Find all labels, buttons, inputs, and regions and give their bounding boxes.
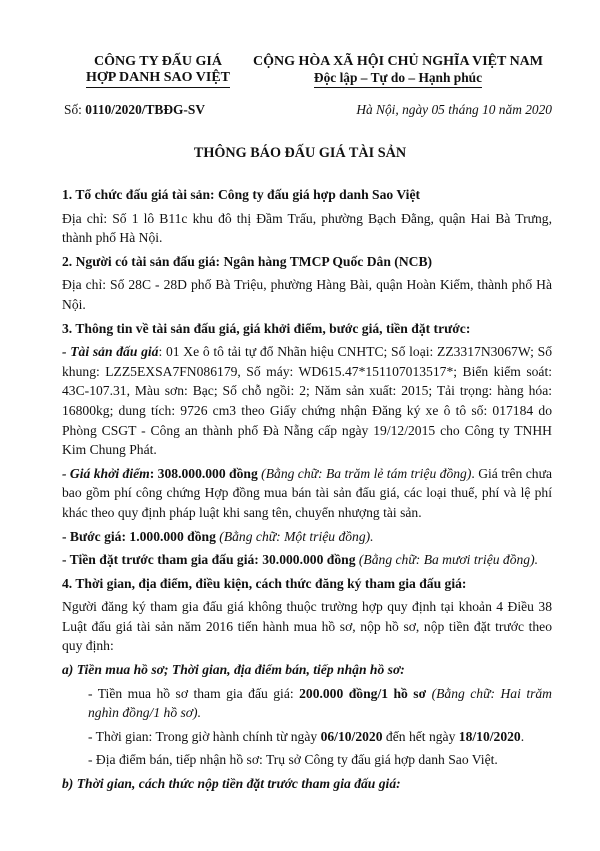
section-1-address: Địa chỉ: Số 1 lô B11c khu đô thị Đầm Trấu, phường Bạch Đằng, quận Hai Bà Trưng, thành phố Hà Nội. [62,210,552,246]
section-2-heading: 2. Người có tài sản đấu giá: Ngân hàng TMCP Quốc Dân (NCB) [62,253,433,269]
time-end: . [520,728,525,744]
date-line: Hà Nội, ngày 05 tháng 10 năm 2020 [356,102,552,117]
section-4-heading: 4. Thời gian, địa điểm, điều kiện, cách thức đăng ký tham gia đấu giá: [62,575,467,591]
bid-step [62,527,552,547]
deposit-words: (Bằng chữ: Ba mươi triệu đồng). [355,552,539,568]
bid-step-label: - Bước giá: 1.000.000 đồng [62,528,216,544]
starting-price-label: - Giá khởi điểm [62,465,150,481]
time-to: 18/10/2020 [458,728,521,744]
asset-description [62,342,552,460]
time-line [62,727,552,747]
asset-label: - Tài sản đấu giá [62,344,159,360]
starting-price [62,464,552,523]
section-3-heading: 3. Thông tin về tài sản đấu giá, giá khởi điểm, bước giá, tiền đặt trước: [62,320,471,336]
national-motto: Độc lập – Tự do – Hạnh phúc [314,70,482,88]
time-from: 06/10/2020 [320,728,383,744]
national-header [248,54,548,88]
subsection-b-heading: b) Thời gian, cách thức nộp tiền đặt trước tham gia đấu giá: [62,776,401,792]
starting-price-words: (Bằng chữ: Ba trăm lẻ tám triệu đồng) [257,465,472,481]
asset-text: : 01 Xe ô tô tải tự đổ Nhãn hiệu CNHTC; Số loại: ZZ3317N3067W; Số khung: LZZ5EXSA7FN086179, Số máy: WD615.47*151107013517*; Biển kiểm soát: 43C-107.31, Màu sơn: Bạc; Số chỗ ngồi: 2; Năm sản xuất: 2015; Tải trọng: hàng hóa: 16800kg; dung tích: 9726 cm3 theo Giấy chứng nhận Đăng ký xe ô tô số: 017184 do Phòng CSGT - Công an thành phố Đà Nẵng cấp ngày 19/12/2015 cho Công ty TNHH Kim Chung Phát. [62,344,553,458]
deposit [62,550,552,570]
fee-words: (Bằng chữ: Hai trăm nghìn đồng/1 hồ sơ). [88,685,552,721]
document-number [64,102,205,118]
time-prefix: - Thời gian: Trong giờ hành chính từ ngày [88,728,321,744]
document-title: THÔNG BÁO ĐẤU GIÁ TÀI SẢN [193,145,407,161]
org-name-line2: HỢP DANH SAO VIỆT [86,70,230,88]
org-name-line1: CÔNG TY ĐẤU GIÁ [94,54,222,69]
section-2-address: Địa chỉ: Số 28C - 28D phố Bà Triệu, phường Hàng Bài, quận Hoàn Kiếm, thành phố Hà Nội. [62,277,552,312]
document-number-label: Số: [64,102,86,117]
document-body [62,185,552,798]
starting-price-value: : 308.000.000 đồng [149,465,258,481]
subsection-a-heading: a) Tiền mua hồ sơ; Thời gian, địa điểm bán, tiếp nhận hồ sơ: [62,662,405,678]
section-1-heading: 1. Tổ chức đấu giá tài sản: Công ty đấu giá hợp danh Sao Việt [62,187,421,202]
starting-price-note: . Giá trên chưa bao gồm phí công chứng Hợp đồng mua bán tài sản đấu giá, các loại thuế, phí và lệ phí khác theo quy định pháp luật khi sang tên, chuyển nhượng tài sản. [62,465,552,520]
document-number-value: 0110/2020/TBĐG-SV [85,102,206,117]
time-mid: đến hết ngày [382,728,459,744]
bid-step-words: (Bằng chữ: Một triệu đồng). [215,528,374,544]
fee-prefix: - Tiền mua hồ sơ tham gia đấu giá: [88,685,300,701]
deposit-label: - Tiền đặt trước tham gia đấu giá: 30.000.000 đồng [62,552,356,568]
organization-header [68,54,248,88]
place-line: - Địa điểm bán, tiếp nhận hồ sơ: Trụ sở Công ty đấu giá hợp danh Sao Việt. [88,752,498,768]
national-title: CỘNG HÒA XÃ HỘI CHỦ NGHĨA VIỆT NAM [252,54,543,69]
fee-value: 200.000 đồng/1 hồ sơ [299,685,427,701]
fee-line [62,684,552,723]
section-4-intro: Người đăng ký tham gia đấu giá không thuộc trường hợp quy định tại khoản 4 Điều 38 Luật đấu giá tài sản năm 2016 tiến hành mua hồ sơ, nộp hồ sơ, nộp tiền đặt trước theo quy định: [62,599,552,654]
